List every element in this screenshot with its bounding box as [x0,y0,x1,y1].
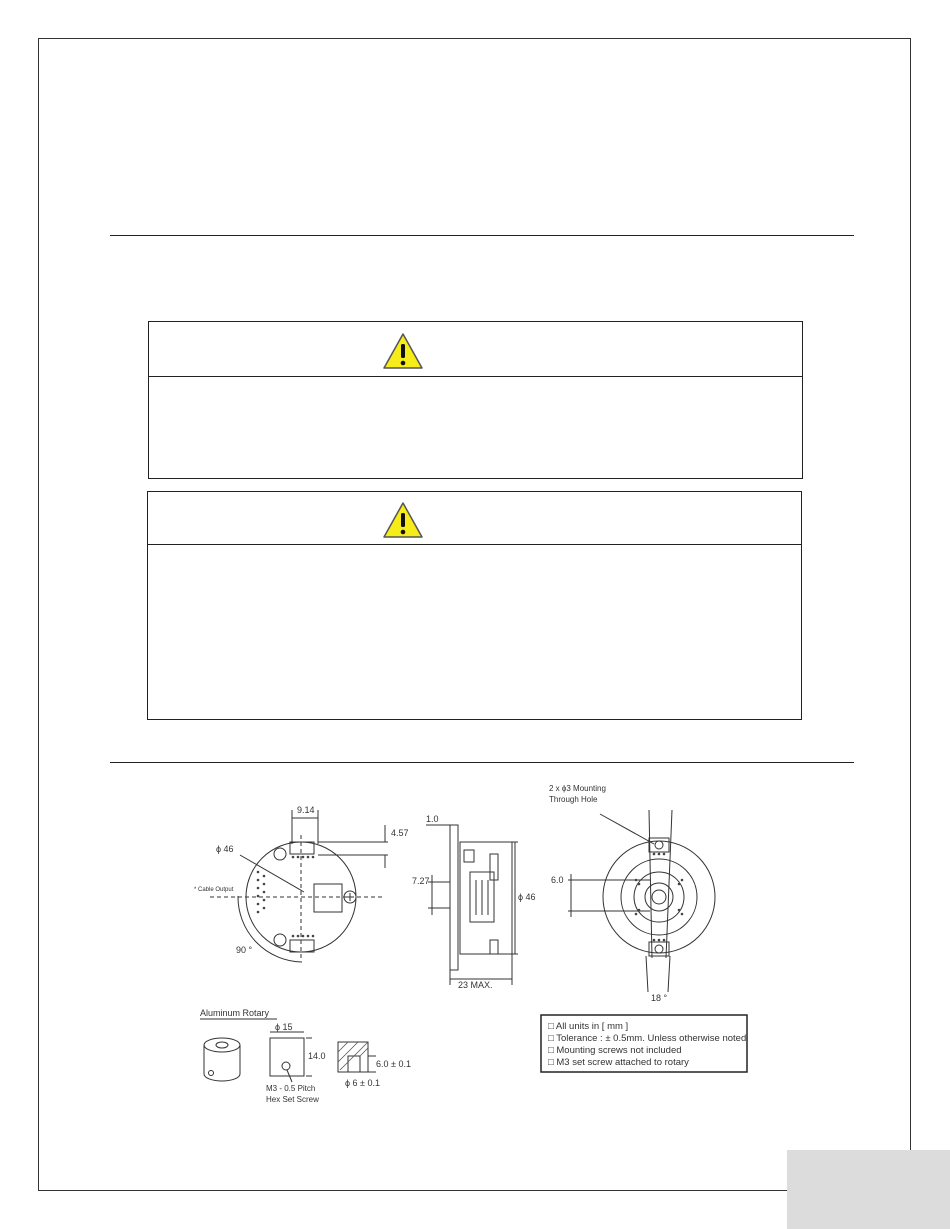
side-dim-left: 7.27 [412,876,430,886]
warning-icon [382,501,424,539]
back-dim-left: 6.0 [551,875,564,885]
section-divider [110,762,854,763]
note-item: □ All units in [ mm ] [548,1021,629,1032]
cable-output-label: * Cable Output [194,887,234,893]
rotary-diameter: ϕ 15 [275,1022,293,1032]
mount-note-line-2: Through Hole [549,795,598,804]
note-item: □ Tolerance : ± 0.5mm. Unless otherwise noted [548,1033,747,1044]
front-diameter: ϕ 46 [216,844,234,854]
back-angle: 18 ° [651,993,668,1003]
front-dim-top: 9.14 [297,805,315,815]
warning-box-header [149,322,802,377]
rotary-flat: 6.0 ± 0.1 [376,1059,411,1069]
rotary-screw-line-1: M3 - 0.5 Pitch [266,1084,316,1093]
warning-box-header [148,492,801,545]
section-divider [110,235,854,236]
rotary-bore: ϕ 6 ± 0.1 [345,1078,380,1088]
front-pad-dots [257,856,315,938]
front-dim-right: 4.57 [391,828,409,838]
page-corner-tab [787,1150,950,1229]
rotary-screw-line-2: Hex Set Screw [266,1095,319,1104]
note-item: □ Mounting screws not included [548,1045,682,1056]
rotary-drawings [204,1032,376,1082]
encoder-chip [314,884,342,912]
warning-box [147,491,802,720]
side-diameter: ϕ 46 [518,892,536,902]
rotary-title: Aluminum Rotary [200,1008,270,1018]
front-angle: 90 ° [236,945,253,955]
mount-note-line-1: 2 x ϕ3 Mounting [549,784,606,793]
encoder-side-view [426,825,518,985]
side-dim-top: 1.0 [426,814,439,824]
note-item: □ M3 set screw attached to rotary [548,1057,689,1068]
back-pad-dots [635,853,684,942]
warning-icon [382,332,424,370]
warning-box [148,321,803,479]
rotary-height: 14.0 [308,1051,326,1061]
technical-drawing [180,780,760,1120]
side-max-length: 23 MAX. [458,980,493,990]
encoder-back-view [568,810,715,992]
